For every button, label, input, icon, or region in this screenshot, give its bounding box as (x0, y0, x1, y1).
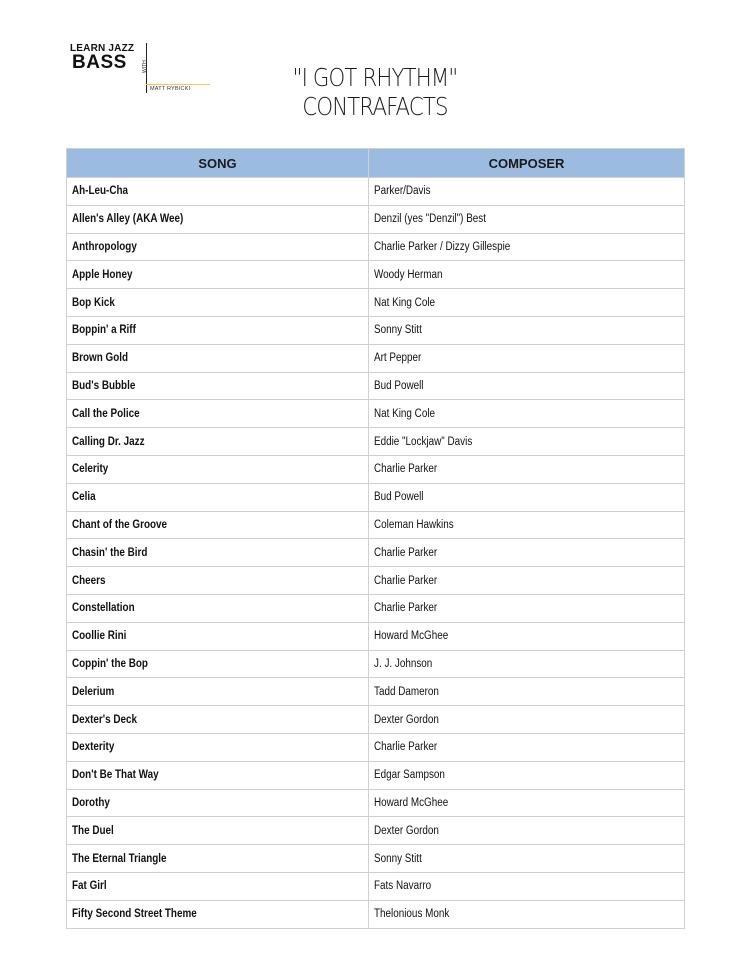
composer-name: Howard McGhee (374, 796, 449, 809)
song-title: Coppin' the Bop (72, 657, 148, 670)
song-cell (67, 678, 369, 706)
table-row (67, 622, 685, 650)
composer-name: Woody Herman (374, 268, 443, 281)
song-title: Don't Be That Way (72, 769, 159, 782)
composer-name: Thelonious Monk (374, 908, 450, 921)
table-row (67, 205, 685, 233)
song-cell (67, 733, 369, 761)
composer-name: Bud Powell (374, 379, 424, 392)
composer-cell (369, 872, 685, 900)
song-title: Dexter's Deck (72, 713, 138, 726)
table-row (67, 539, 685, 567)
table-row (67, 845, 685, 873)
composer-cell (369, 205, 685, 233)
table-row (67, 428, 685, 456)
song-cell (67, 594, 369, 622)
song-title: The Duel (72, 824, 114, 837)
song-title: Apple Honey (72, 268, 133, 281)
composer-name: Charlie Parker (374, 546, 438, 559)
table-row (67, 900, 685, 928)
composer-name: Charlie Parker (374, 463, 438, 476)
song-cell (67, 539, 369, 567)
table-row (67, 567, 685, 595)
song-title: Coollie Rini (72, 630, 127, 643)
composer-name: Bud Powell (374, 491, 424, 504)
composer-name: Edgar Sampson (374, 769, 445, 782)
page-title-line1: "I GOT RHYTHM" (292, 63, 458, 92)
table-row (67, 872, 685, 900)
song-title: Celerity (72, 463, 109, 476)
song-cell (67, 205, 369, 233)
song-cell (67, 233, 369, 261)
composer-name: Coleman Hawkins (374, 518, 454, 531)
composer-cell (369, 428, 685, 456)
logo-line2: BASS (72, 52, 127, 73)
table-row (67, 733, 685, 761)
table-row (67, 178, 685, 206)
table-row (67, 400, 685, 428)
composer-name: Charlie Parker (374, 741, 438, 754)
song-cell (67, 706, 369, 734)
song-cell (67, 845, 369, 873)
song-cell (67, 372, 369, 400)
table-row (67, 594, 685, 622)
composer-name: Fats Navarro (374, 880, 432, 893)
song-cell (67, 289, 369, 317)
composer-cell (369, 455, 685, 483)
song-title: Dexterity (72, 741, 115, 754)
composer-name: Denzil (yes "Denzil") Best (374, 213, 487, 226)
table-row (67, 289, 685, 317)
song-title: Chasin' the Bird (72, 546, 148, 559)
composer-cell (369, 567, 685, 595)
song-title: The Eternal Triangle (72, 852, 167, 865)
composer-cell (369, 400, 685, 428)
composer-cell (369, 817, 685, 845)
table-header-row (67, 149, 685, 178)
table-row (67, 372, 685, 400)
table-row (67, 706, 685, 734)
table-row (67, 316, 685, 344)
song-title: Brown Gold (72, 352, 129, 365)
composer-cell (369, 733, 685, 761)
song-cell (67, 622, 369, 650)
table-row (67, 789, 685, 817)
composer-cell (369, 511, 685, 539)
table-row (67, 455, 685, 483)
composer-cell (369, 289, 685, 317)
composer-cell (369, 845, 685, 873)
column-header-song: SONG (67, 149, 369, 178)
composer-name: Charlie Parker (374, 602, 438, 615)
song-cell (67, 483, 369, 511)
composer-name: Howard McGhee (374, 630, 449, 643)
song-cell (67, 316, 369, 344)
composer-name: J. J. Johnson (374, 657, 433, 670)
song-cell (67, 428, 369, 456)
table-row (67, 650, 685, 678)
song-cell (67, 178, 369, 206)
song-title: Call the Police (72, 407, 140, 420)
page-title-line2: CONTRAFACTS (302, 92, 448, 121)
composer-cell (369, 316, 685, 344)
composer-name: Charlie Parker / Dizzy Gillespie (374, 240, 511, 253)
table-body (67, 178, 685, 929)
composer-name: Nat King Cole (374, 407, 436, 420)
song-cell (67, 261, 369, 289)
song-title: Anthropology (72, 240, 137, 253)
song-cell (67, 344, 369, 372)
composer-name: Dexter Gordon (374, 824, 439, 837)
song-cell (67, 817, 369, 845)
composer-name: Sonny Stitt (374, 852, 422, 865)
song-title: Chant of the Groove (72, 518, 168, 531)
song-title: Constellation (72, 602, 135, 615)
song-cell (67, 650, 369, 678)
logo-line1: LEARN JAZZ (70, 43, 135, 54)
composer-name: Nat King Cole (374, 296, 436, 309)
composer-cell (369, 650, 685, 678)
composer-name: Dexter Gordon (374, 713, 439, 726)
song-cell (67, 455, 369, 483)
table-row (67, 483, 685, 511)
composer-cell (369, 900, 685, 928)
song-title: Fat Girl (72, 880, 107, 893)
song-title: Delerium (72, 685, 115, 698)
contrafacts-table (66, 148, 685, 929)
composer-cell (369, 261, 685, 289)
song-cell (67, 400, 369, 428)
table-row (67, 233, 685, 261)
composer-cell (369, 678, 685, 706)
composer-cell (369, 483, 685, 511)
composer-cell (369, 539, 685, 567)
song-title: Boppin' a Riff (72, 324, 136, 337)
song-title: Cheers (72, 574, 106, 587)
composer-name: Tadd Dameron (374, 685, 439, 698)
song-cell (67, 511, 369, 539)
song-title: Ah-Leu-Cha (72, 185, 129, 198)
logo-name: MATT RYBICKI (150, 86, 191, 92)
composer-cell (369, 594, 685, 622)
composer-name: Eddie "Lockjaw" Davis (374, 435, 473, 448)
composer-cell (369, 178, 685, 206)
table-row (67, 261, 685, 289)
song-title: Celia (72, 491, 96, 504)
song-cell (67, 872, 369, 900)
table-row (67, 817, 685, 845)
song-cell (67, 761, 369, 789)
table-row (67, 761, 685, 789)
composer-cell (369, 233, 685, 261)
table-row (67, 344, 685, 372)
song-cell (67, 900, 369, 928)
song-cell (67, 789, 369, 817)
song-title: Dorothy (72, 796, 110, 809)
song-title: Calling Dr. Jazz (72, 435, 145, 448)
composer-name: Sonny Stitt (374, 324, 422, 337)
song-title: Allen's Alley (AKA Wee) (72, 213, 184, 226)
composer-cell (369, 372, 685, 400)
composer-cell (369, 706, 685, 734)
table-row (67, 678, 685, 706)
composer-cell (369, 622, 685, 650)
song-title: Fifty Second Street Theme (72, 908, 197, 921)
composer-name: Art Pepper (374, 352, 422, 365)
composer-cell (369, 789, 685, 817)
composer-name: Charlie Parker (374, 574, 438, 587)
composer-cell (369, 344, 685, 372)
composer-name: Parker/Davis (374, 185, 431, 198)
composer-cell (369, 761, 685, 789)
column-header-composer: COMPOSER (369, 149, 685, 178)
song-cell (67, 567, 369, 595)
song-title: Bud's Bubble (72, 379, 136, 392)
song-title: Bop Kick (72, 296, 115, 309)
logo-with: WITH (142, 60, 148, 73)
table-row (67, 511, 685, 539)
